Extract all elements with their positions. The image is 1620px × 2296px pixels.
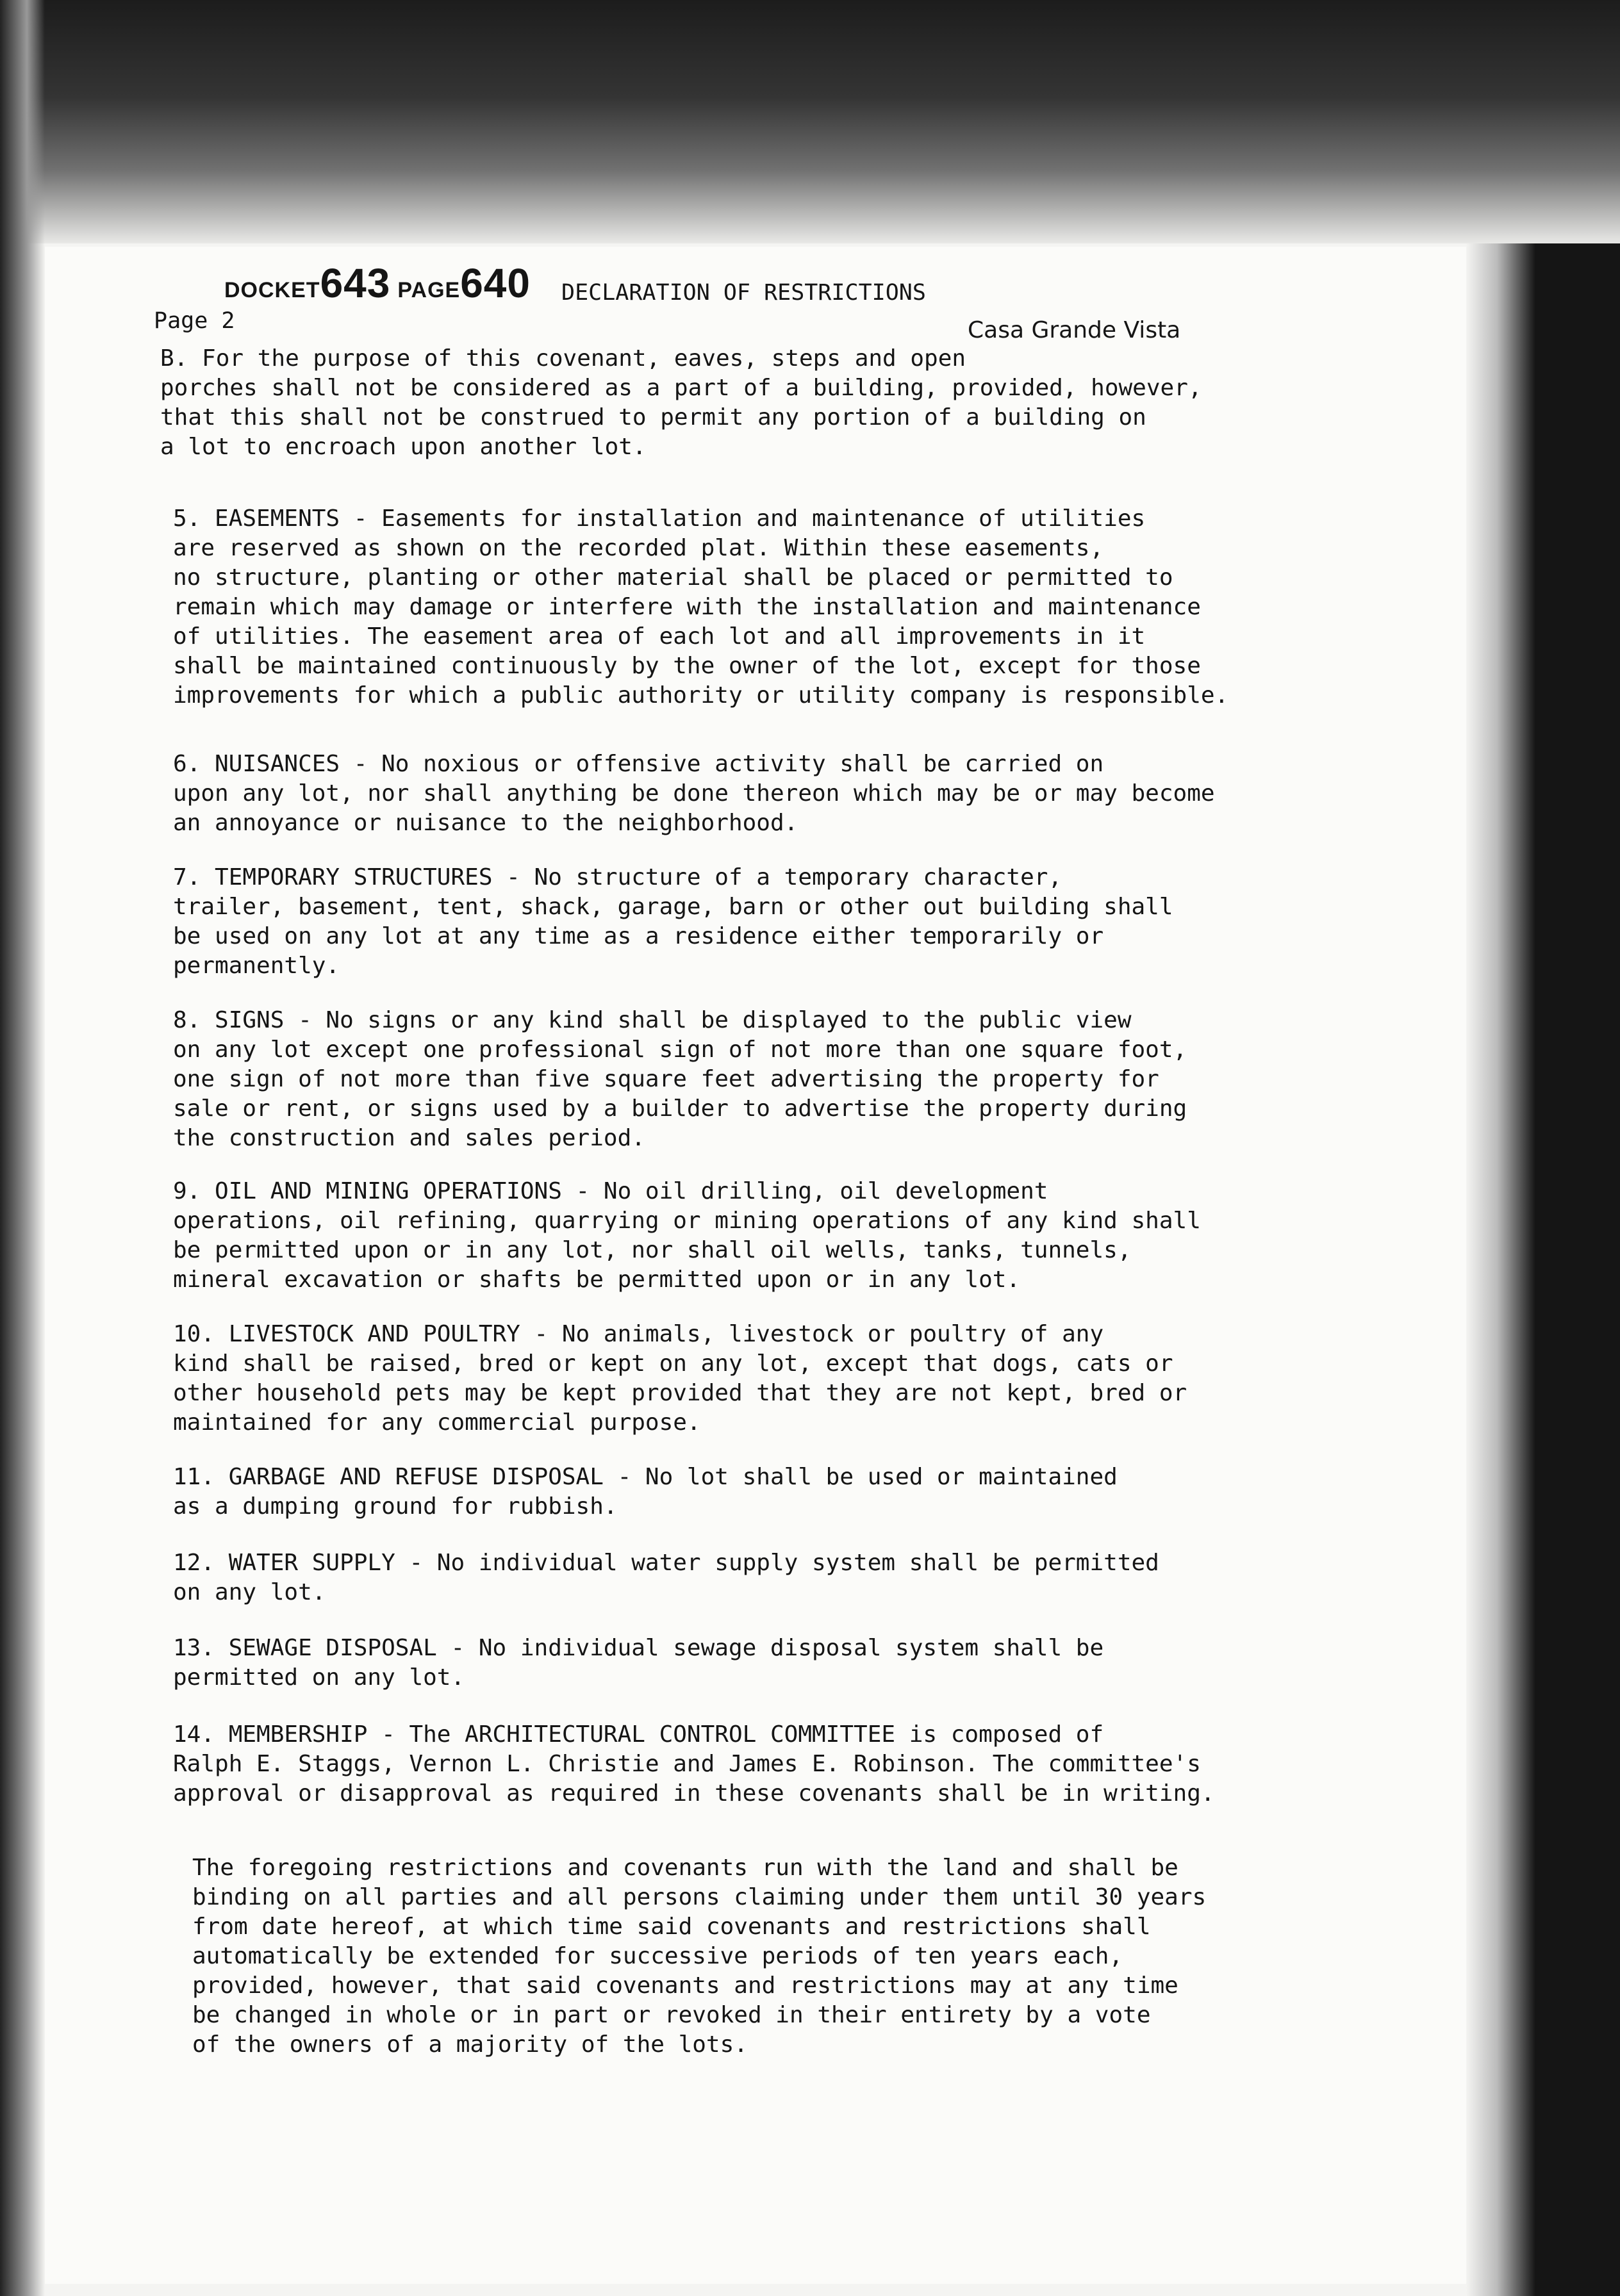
document-title: DECLARATION OF RESTRICTIONS bbox=[561, 280, 926, 306]
paragraph-b-covenant: B. For the purpose of this covenant, eaves, steps and open porches shall not be considered as a part of a building, provided, however, that this shall not be construed to permit any portion of a building on a lot to encroach upon another lot. bbox=[160, 345, 1202, 460]
paragraph-11-garbage: 11. GARBAGE AND REFUSE DISPOSAL - No lot shall be used or maintained as a dumping ground for rubbish. bbox=[173, 1464, 1118, 1520]
page-reference: Page 2 bbox=[154, 308, 235, 334]
paragraph-14-membership: 14. MEMBERSHIP - The ARCHITECTURAL CONTROL COMMITTEE is composed of Ralph E. Staggs, Vernon L. Christie and James E. Robinson. The committee's approval or disapproval as required in these covenants shall be in writing. bbox=[173, 1721, 1215, 1807]
page-number: 640 bbox=[460, 260, 531, 306]
scan-top-shadow bbox=[0, 0, 1620, 243]
paragraph-13-sewage: 13. SEWAGE DISPOSAL - No individual sewage disposal system shall be permitted on any lot. bbox=[173, 1635, 1104, 1691]
paragraph-duration-clause: The foregoing restrictions and covenants run with the land and shall be binding on all parties and all persons claiming under them until 30 years from date hereof, at which time said covenants and restrictions shall automatically be extended for successive periods of ten years each, provided, however, that said covenants and restrictions may at any time be changed in whole or in part or revoked in their entirety by a vote of the owners of a majority of the lots. bbox=[192, 1855, 1207, 2058]
subdivision-name: Casa Grande Vista bbox=[968, 317, 1181, 343]
docket-label: DOCKET bbox=[224, 278, 320, 302]
document-page bbox=[45, 247, 1466, 2284]
page-label: PAGE bbox=[397, 278, 461, 302]
paragraph-9-oil-and-mining: 9. OIL AND MINING OPERATIONS - No oil drilling, oil development operations, oil refining, quarrying or mining operations of any kind shall be permitted upon or in any lot, nor shall oil wells, tanks, tunnels, mineral excavation or shafts be permitted upon or in any lot. bbox=[173, 1178, 1201, 1293]
paragraph-6-nuisances: 6. NUISANCES - No noxious or offensive activity shall be carried on upon any lot, nor shall anything be done thereon which may be or may become an annoyance or nuisance to the neighborhood. bbox=[173, 751, 1215, 836]
docket-stamp bbox=[224, 259, 531, 307]
paragraph-10-livestock: 10. LIVESTOCK AND POULTRY - No animals, livestock or poultry of any kind shall be raised, bred or kept on any lot, except that dogs, cats or other household pets may be kept provided that they are not kept, bred or maintained for any commercial purpose. bbox=[173, 1321, 1187, 1436]
document-body bbox=[45, 247, 1466, 2284]
scan-left-shadow bbox=[0, 0, 45, 2296]
paragraph-8-signs: 8. SIGNS - No signs or any kind shall be displayed to the public view on any lot except one professional sign of not more than one square foot, one sign of not more than five square feet advertising the property for sale or rent, or signs used by a builder to advertise the property during the construction and sales period. bbox=[173, 1007, 1187, 1151]
paragraph-5-easements: 5. EASEMENTS - Easements for installation and maintenance of utilities are reserved as shown on the recorded plat. Within these easements, no structure, planting or other material shall be placed or permitted to remain which may damage or interfere with the installation and maintenance of utilities. The easement area of each lot and all improvements in it shall be maintained continuously by the owner of the lot, except for those improvements for which a public authority or utility company is responsible. bbox=[173, 505, 1229, 709]
paragraph-7-temporary-structures: 7. TEMPORARY STRUCTURES - No structure of a temporary character, trailer, basement, tent, shack, garage, barn or other out building shall be used on any lot at any time as a residence either temporarily or permanently. bbox=[173, 864, 1173, 979]
docket-number: 643 bbox=[320, 260, 391, 306]
paragraph-12-water-supply: 12. WATER SUPPLY - No individual water supply system shall be permitted on any lot. bbox=[173, 1550, 1159, 1605]
